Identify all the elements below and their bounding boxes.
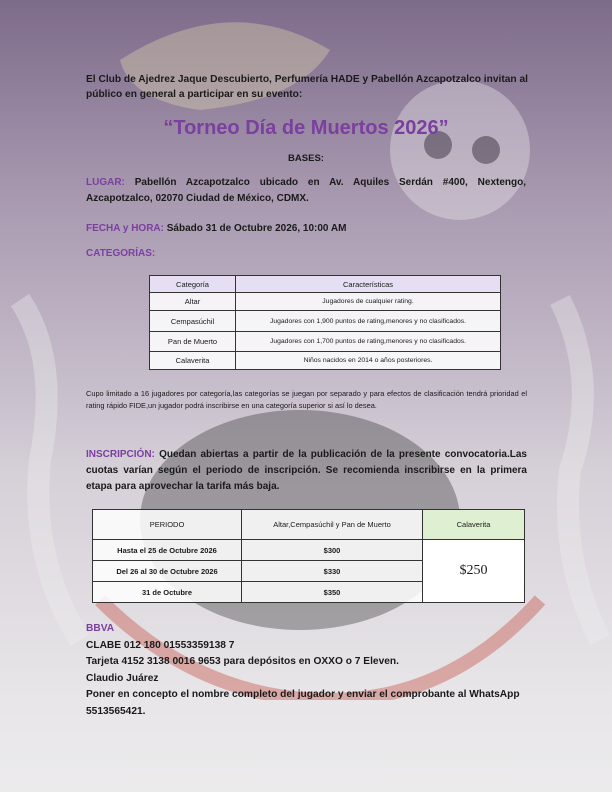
account-holder: Claudio Juárez [86,672,159,684]
category-name: Calaverita [150,352,236,370]
clabe: CLABE 012 180 01553359138 7 [86,639,235,651]
fecha-section [86,223,346,234]
card-number: Tarjeta 4152 3138 0016 9653 para depósitos en OXXO o 7 Eleven. [86,656,399,667]
table-header-row [93,510,525,540]
inscripcion-text: Quedan abiertas a partir de la publicación de la presente convocatoria.Las cuotas varían según el periodo de inscripción. Se recomienda inscribirse en la primera etapa para aprovechar la tarifa más baja. [86,449,527,492]
category-name: Altar [150,293,236,311]
inscripcion-label: INSCRIPCIÓN: [86,449,155,460]
category-description: Niños nacidos en 2014 o años posteriores. [236,352,501,370]
payment-info [86,621,536,720]
table-header: Altar,Cempasúchil y Pan de Muerto [242,510,423,540]
category-name: Pan de Muerto [150,332,236,352]
bases-heading: BASES: [288,153,324,164]
fecha-text: Sábado 31 de Octubre 2026, 10:00 AM [166,223,347,234]
table-row [150,352,501,370]
event-title: “Torneo Día de Muertos 2026” [163,117,449,139]
categories-table [149,275,501,370]
capacity-note: Cupo limitado a 16 jugadores por categoría,las categorías se juegan por separado y para efectos de clasificación tendrá prioridad el rating rápido FIDE,un jugador podrá inscribirse en una categoría superior si así lo desea. [86,389,527,410]
period-price: $300 [242,540,423,561]
period-label: Del 26 al 30 de Octubre 2026 [93,561,242,582]
table-row [150,332,501,352]
period-price: $350 [242,582,423,603]
table-header: PERIODO [93,510,242,540]
category-description: Jugadores con 1,700 puntos de rating,menores y no clasificados. [236,332,501,352]
period-label: Hasta el 25 de Octubre 2026 [93,540,242,561]
payment-instructions: Poner en concepto el nombre completo del jugador y enviar el comprobante al WhatsApp 5513565421. [86,689,520,717]
table-header: Calaverita [423,510,525,540]
period-price: $330 [242,561,423,582]
lugar-text: Pabellón Azcapotzalco ubicado en Av. Aquiles Serdán #400, Nextengo, Azcapotzalco, 02070 Ciudad de México, CDMX. [86,177,527,204]
bank-name: BBVA [86,623,115,634]
category-description: Jugadores con 1,900 puntos de rating,menores y no clasificados. [236,311,501,332]
table-header: Características [236,276,501,293]
lugar-label: LUGAR: [86,177,125,188]
calaverita-price: $250 [423,540,525,603]
categorias-heading: CATEGORÍAS: [86,248,156,259]
fecha-label: FECHA y HORA: [86,223,164,234]
lugar-section [86,175,526,207]
category-description: Jugadores de cualquier rating. [236,293,501,311]
table-row [150,293,501,311]
table-row [93,540,525,561]
table-row [150,311,501,332]
table-header: Categoría [150,276,236,293]
fees-table [92,509,525,603]
inscripcion-section [86,447,527,495]
table-header-row [150,276,501,293]
period-label: 31 de Octubre [93,582,242,603]
category-name: Cempasúchil [150,311,236,332]
intro-text: El Club de Ajedrez Jaque Descubierto, Perfumería HADE y Pabellón Azcapotzalco invitan al público en general a participar en su evento: [86,74,528,100]
